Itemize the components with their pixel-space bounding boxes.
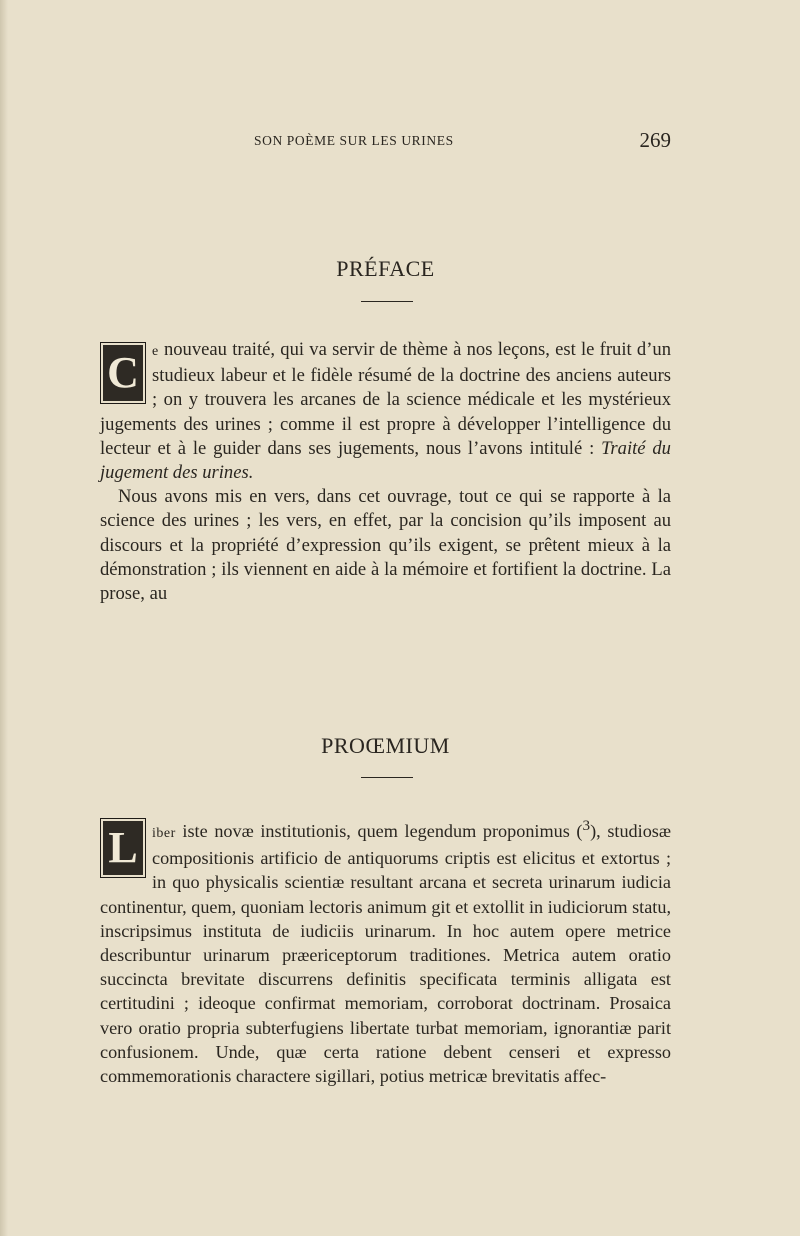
- prooemium-title: PROŒMIUM: [321, 733, 450, 758]
- running-title: SON POÈME SUR LES URINES: [254, 133, 454, 148]
- prooemium-text-part-1: iste novæ institutionis, quem legendum proponimus (: [175, 821, 583, 842]
- prooemium-title-rule: [361, 777, 413, 778]
- prooemium-paragraph: [100, 814, 671, 1088]
- decorative-initial-l: L: [100, 818, 146, 878]
- page-number: 269: [639, 128, 671, 152]
- preface-text: [100, 338, 671, 606]
- running-head: [100, 128, 671, 158]
- preface-paragraph-1: [100, 338, 671, 485]
- page-binding-edge: [0, 0, 8, 1236]
- prooemium-text: [100, 814, 671, 1088]
- preface-paragraph-1-text: nouveau traité, qui va servir de thème à nos leçons, est le fruit d’un studieux labeur et le fidèle résumé de la doctrine des anciens auteurs ; on y trouvera les arcanes de la science médicale et les mystérieux jugements des urines ; comme il est propre à développer l’intelligence du lecteur et à le guider dans ses jugements, nous l’avons intitulé :: [100, 339, 671, 459]
- book-title-italic: Traité du jugement des urines.: [100, 437, 671, 484]
- preface-title-rule: [361, 301, 413, 302]
- prooemium-text-part-2: ), studiosæ compositionis artificio de antiquorums criptis est elicitus et extortus ; in quo physicalis scientiæ resultant arcana et secreta urinarum iudicia continentur, quem, quoniam lectoris animum git et extollit in iudiciorum statu, inscripsimus instituta de iudiciis urinarum. In hoc autem opere metrice describuntur urinarum præericeptorum traditiones. Metrica autem oratio succincta brevitate discurrens definitis specificata terminis alligata est certitudini ; ideoque confirmat memoriam, corroborat doctrinam. Prosaica vero oratio propria subterfugiens libertate turbat memoriam, ignorantiæ parit confusionem. Unde, quæ certa ratione debent censeri et expresso commemorationis charactere sigillari, potius metricæ brevitatis affec-: [100, 821, 672, 1087]
- preface-paragraph-2: Nous avons mis en vers, dans cet ouvrage, tout ce qui se rapporte à la science des urines ; les vers, en effet, par la concision qu’ils imposent au discours et la propriété d’expression qu’ils exigent, se prêtent mieux à la démonstration ; ils viennent en aide à la mémoire et fortifient la doctrine. La prose, au: [100, 486, 671, 605]
- preface-title: PRÉFACE: [336, 256, 435, 281]
- preface-lead-letters: e: [152, 344, 159, 359]
- prooemium-lead-letters: iber: [152, 826, 176, 842]
- footnote-reference: 3: [582, 817, 591, 834]
- decorative-initial-c: C: [100, 342, 146, 404]
